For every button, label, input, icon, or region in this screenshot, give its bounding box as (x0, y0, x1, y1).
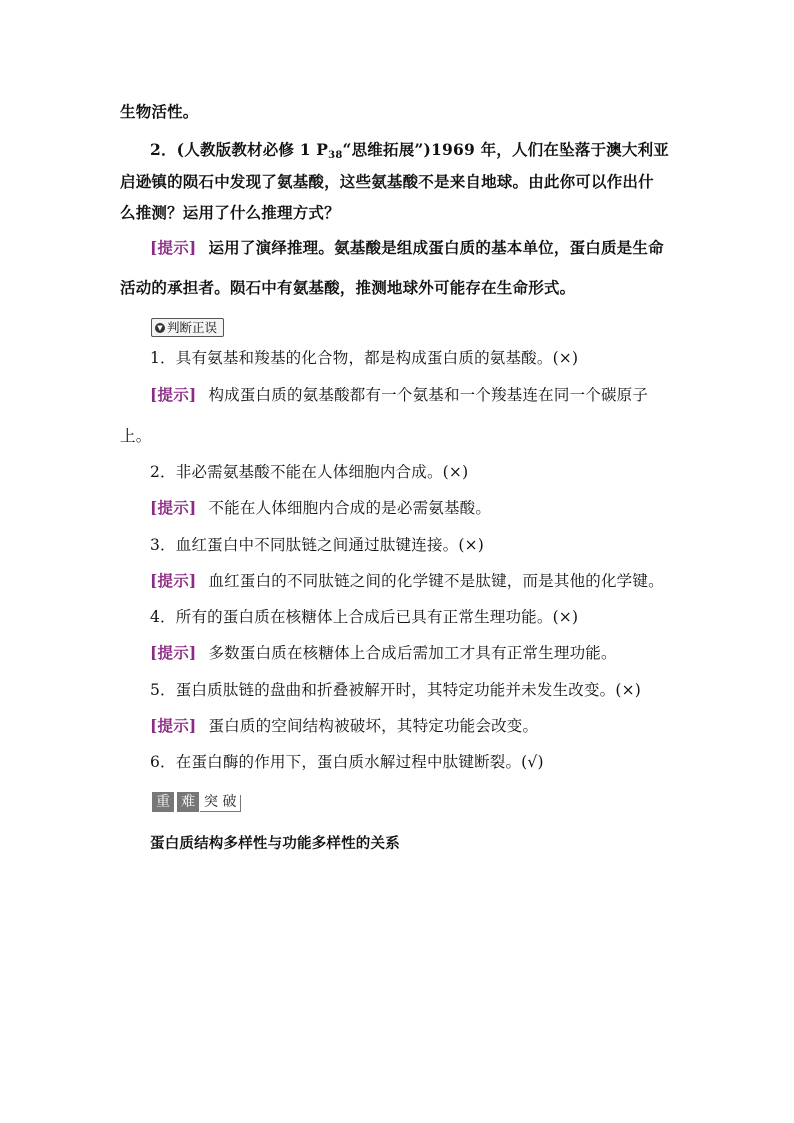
hint-text: 运用了演绎推理。氨基酸是组成蛋白质的基本单位，蛋白质是生命 (208, 238, 664, 257)
chevron-down-icon: ▼ (155, 323, 165, 333)
text-line: 生物活性。 (120, 102, 199, 121)
judge-item: 1．具有氨基和羧基的化合物，都是构成蛋白质的氨基酸。(×) (150, 349, 579, 367)
hint-line (150, 714, 538, 736)
banner-char: 重 (152, 792, 174, 812)
hint-text: 蛋白质的空间结构被破坏，其特定功能会改变。 (208, 717, 539, 735)
hint-label: [提示] (150, 571, 197, 590)
q2-text-b: “思维拓展”)1969 年，人们在坠落于澳大利亚 (342, 140, 669, 159)
hint-label: [提示] (150, 643, 197, 662)
hint-line (150, 496, 491, 518)
judge-badge-label: 判断正误 (167, 320, 218, 335)
hint-label: [提示] (150, 498, 197, 517)
judge-item: 2．非必需氨基酸不能在人体细胞内合成。(×) (150, 463, 469, 481)
banner-char: 难 (177, 792, 199, 812)
judge-item: 4．所有的蛋白质在核糖体上合成后已具有正常生理功能。(×) (150, 608, 579, 626)
hint-line (150, 569, 664, 591)
hint-line (150, 383, 648, 405)
section-banner (152, 792, 241, 812)
hint-text: 多数蛋白质在核糖体上合成后需加工才具有正常生理功能。 (208, 644, 617, 662)
judge-item: 6．在蛋白酶的作用下，蛋白质水解过程中肽键断裂。(√) (150, 753, 544, 771)
hint-continuation: 上。 (120, 427, 152, 445)
question-2-line (150, 138, 669, 161)
judge-item: 3．血红蛋白中不同肽链之间通过肽键连接。(×) (150, 536, 485, 554)
text-line: 启逊镇的陨石中发现了氨基酸，这些氨基酸不是来自地球。由此你可以作出什 (120, 172, 654, 191)
hint-text: 不能在人体细胞内合成的是必需氨基酸。 (208, 499, 492, 517)
judge-item: 5．蛋白质肽链的盘曲和折叠被解开时，其特定功能并未发生改变。(×) (150, 681, 642, 699)
hint-label: [提示] (150, 238, 197, 257)
hint-line (150, 236, 664, 258)
section-heading: 蛋白质结构多样性与功能多样性的关系 (150, 835, 400, 852)
text-line: 活动的承担者。陨石中有氨基酸，推测地球外可能存在生命形式。 (120, 278, 576, 297)
hint-label: [提示] (150, 385, 197, 404)
hint-line (150, 641, 617, 663)
hint-text: 血红蛋白的不同肽链之间的化学键不是肽键，而是其他的化学键。 (208, 572, 664, 590)
banner-tail: 突 破 (200, 795, 241, 812)
q2-page-subscript: 38 (328, 150, 343, 161)
text-line: 么推测？运用了什么推理方式？ (120, 203, 340, 222)
hint-text: 构成蛋白质的氨基酸都有一个氨基和一个羧基连在同一个碳原子 (208, 386, 649, 404)
judge-badge (151, 318, 224, 337)
q2-text-a: 2．(人教版教材必修 1 P (150, 140, 329, 159)
hint-label: [提示] (150, 716, 197, 735)
